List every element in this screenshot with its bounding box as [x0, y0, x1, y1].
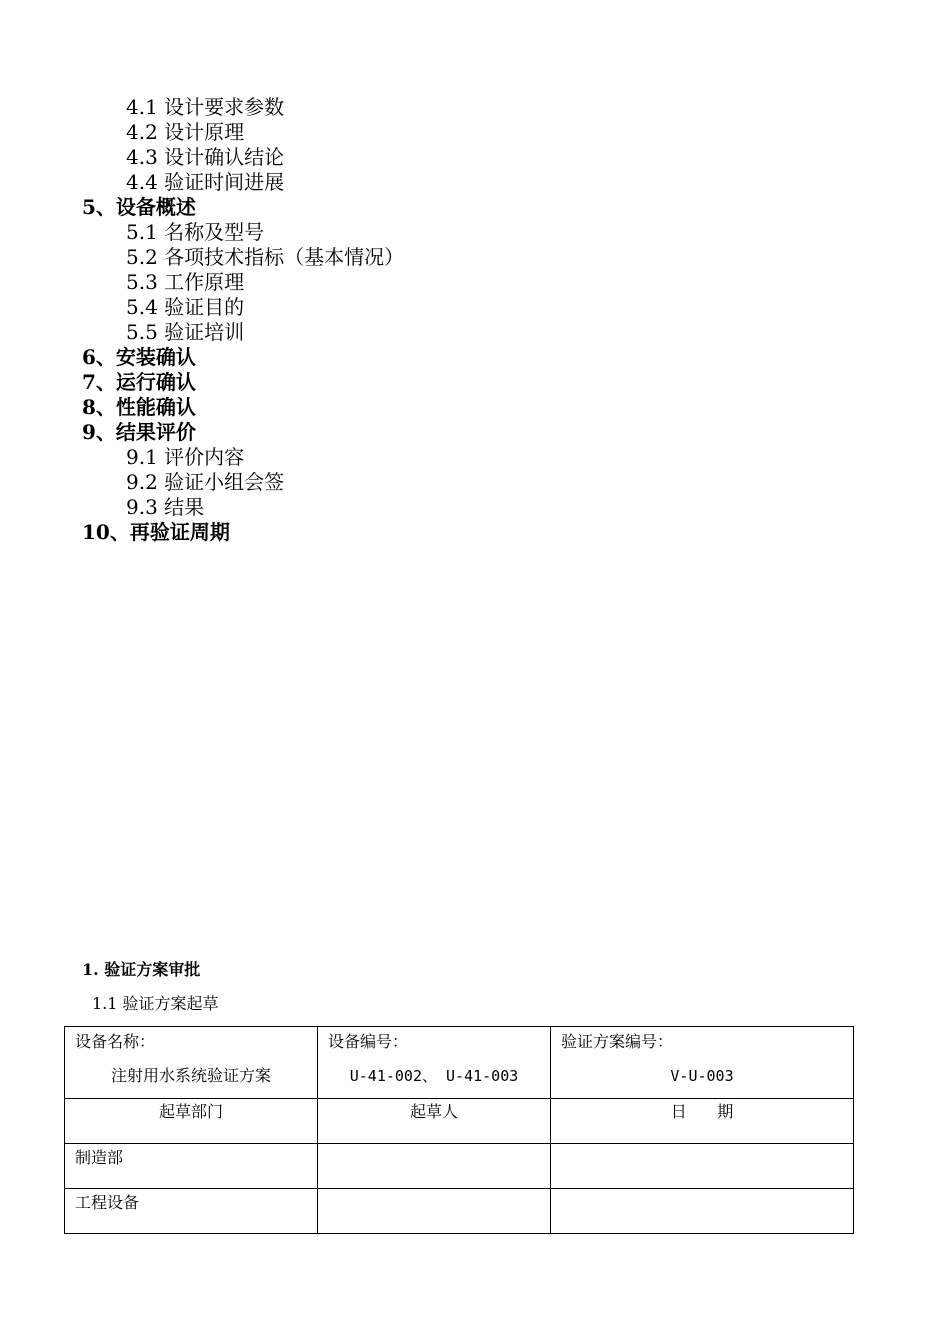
equipment-number-value: U-41-002、 U-41-003: [349, 1067, 519, 1085]
date-cell[interactable]: [551, 1189, 854, 1234]
drafter-value: [318, 1144, 550, 1146]
toc-section-heading: 8、性能确认: [82, 395, 196, 419]
toc-section-heading: 10、再验证周期: [82, 520, 230, 544]
toc-subsection-item: 5.3 工作原理: [126, 270, 245, 294]
toc-subsection-item: 9.1 评价内容: [126, 445, 245, 469]
protocol-number-cell: [551, 1027, 854, 1099]
toc-subsection-item: 4.4 验证时间进展: [126, 170, 285, 194]
equipment-name-cell: [65, 1027, 318, 1099]
date-value: [551, 1189, 853, 1191]
header-cell: [65, 1099, 318, 1144]
equipment-number-label: 设备编号：: [328, 1032, 409, 1051]
drafter-value: [318, 1189, 550, 1191]
table-header-row: [65, 1099, 854, 1144]
header-cell: [551, 1099, 854, 1144]
protocol-number-label: 验证方案编号：: [561, 1032, 674, 1051]
header-drafter: 起草人: [409, 1102, 458, 1121]
toc-subsection-item: 5.4 验证目的: [126, 295, 245, 319]
protocol-number-value: V-U-003: [670, 1067, 734, 1085]
table-row: [65, 1189, 854, 1234]
equipment-name-value: 注射用水系统验证方案: [110, 1066, 271, 1085]
table-row: [65, 1027, 854, 1099]
toc-section-heading: 9、结果评价: [82, 420, 196, 444]
drafter-cell[interactable]: [318, 1144, 551, 1189]
section-title: 1. 验证方案审批: [82, 960, 201, 979]
toc-subsection-item: 9.2 验证小组会签: [126, 470, 285, 494]
dept-cell: [65, 1189, 318, 1234]
date-value: [551, 1144, 853, 1146]
header-date: 日 期: [670, 1102, 734, 1121]
dept-value: 工程设备: [75, 1193, 140, 1212]
date-cell[interactable]: [551, 1144, 854, 1189]
toc-subsection-item: 9.3 结果: [126, 495, 205, 519]
equipment-name-label: 设备名称：: [75, 1032, 156, 1051]
toc-section-heading: 7、运行确认: [82, 370, 196, 394]
toc-subsection-item: 4.1 设计要求参数: [126, 95, 285, 119]
toc-subsection-item: 5.2 各项技术指标（基本情况）: [126, 245, 405, 269]
equipment-number-cell: [318, 1027, 551, 1099]
drafter-cell[interactable]: [318, 1189, 551, 1234]
dept-value: 制造部: [75, 1148, 124, 1167]
toc-section-heading: 5、设备概述: [82, 195, 196, 219]
section-subtitle: 1.1 验证方案起草: [92, 994, 219, 1013]
approval-table: [64, 1026, 854, 1234]
header-cell: [318, 1099, 551, 1144]
toc-subsection-item: 4.3 设计确认结论: [126, 145, 285, 169]
toc-section-heading: 6、安装确认: [82, 345, 196, 369]
dept-cell: [65, 1144, 318, 1189]
toc-subsection-item: 5.5 验证培训: [126, 320, 245, 344]
table-row: [65, 1144, 854, 1189]
header-dept: 起草部门: [158, 1102, 223, 1121]
toc-subsection-item: 4.2 设计原理: [126, 120, 245, 144]
toc-subsection-item: 5.1 名称及型号: [126, 220, 265, 244]
